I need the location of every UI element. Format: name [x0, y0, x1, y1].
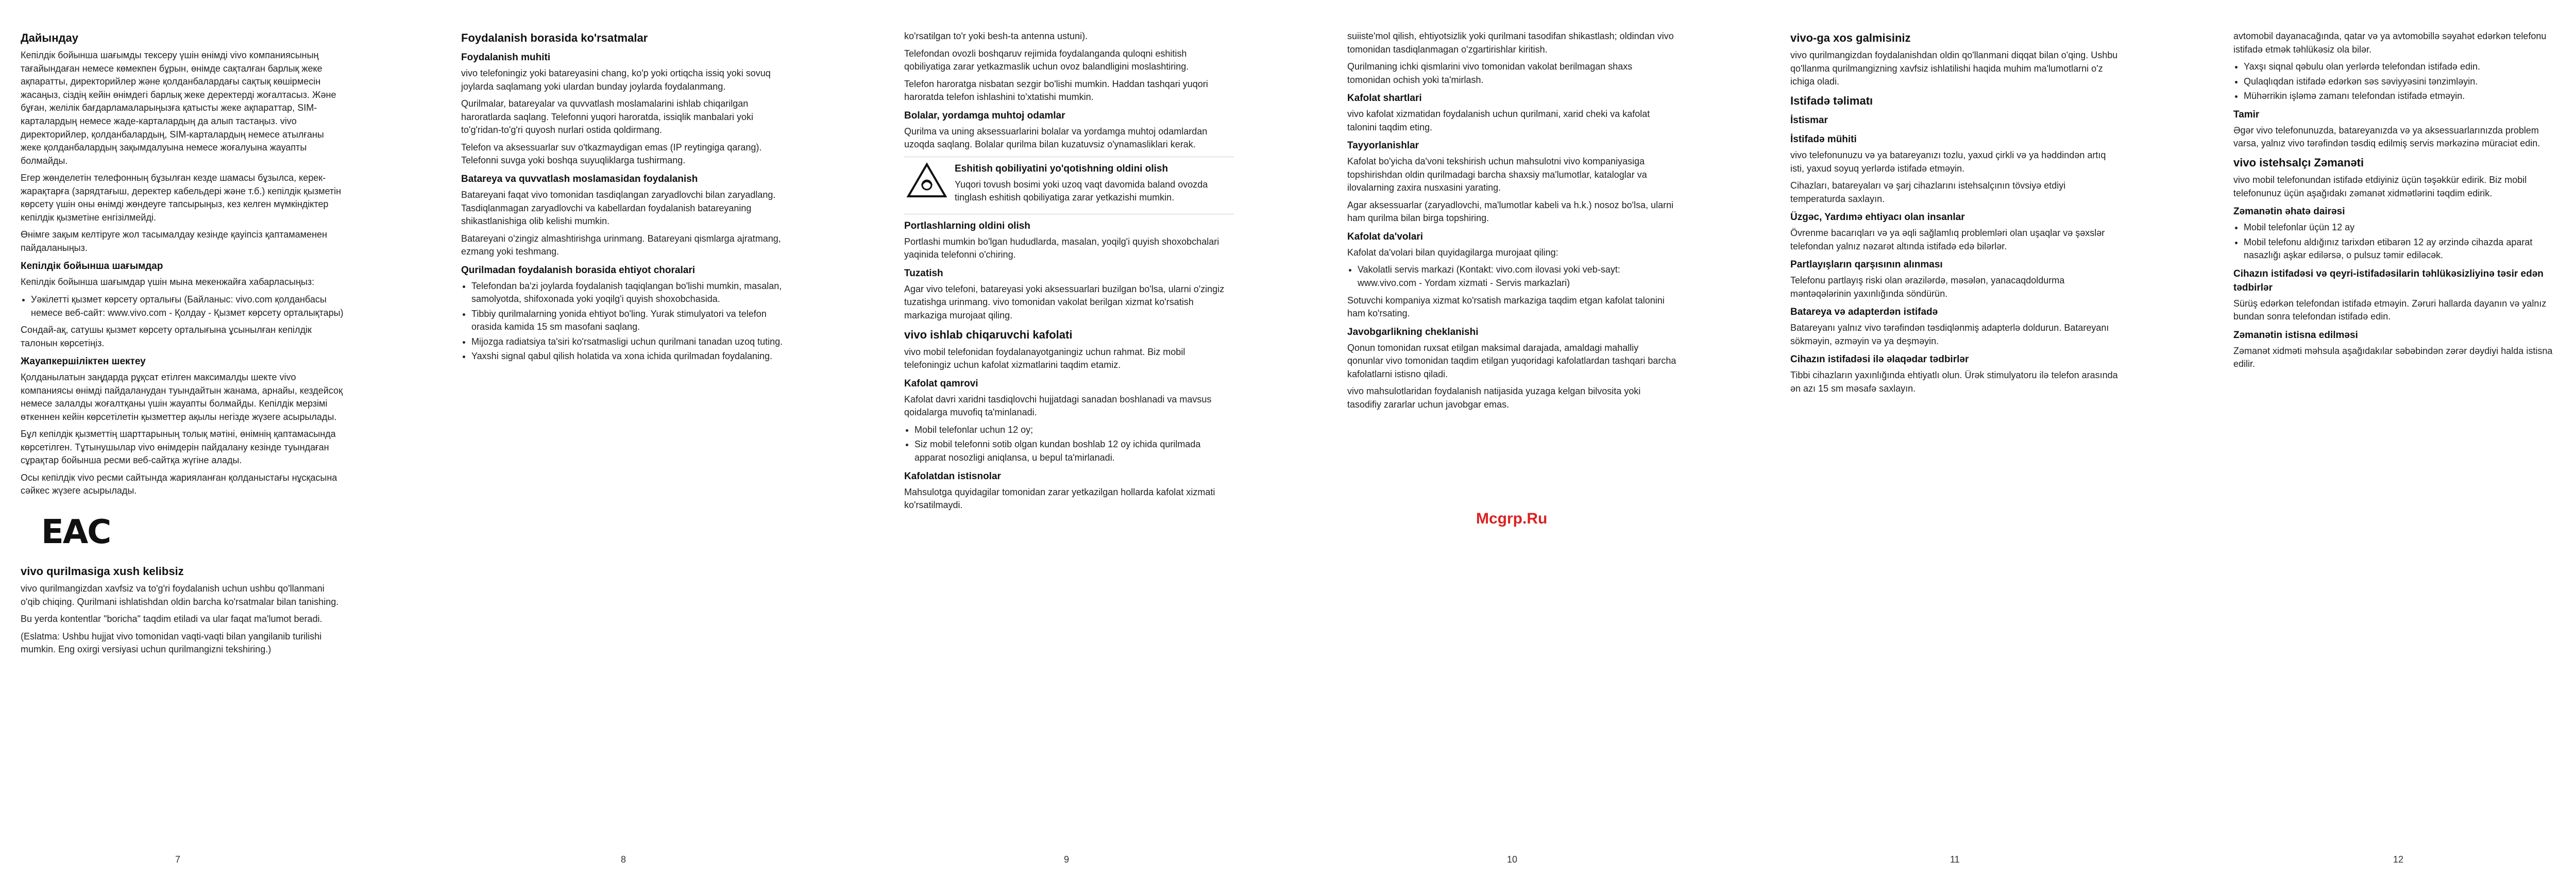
paragraph: Осы кепілдік vivo ресми сайтында жарияланған қолданыстағы нұсқасына сәйкес жүзеге асырылады. — [21, 472, 337, 496]
paragraph: Telefonu partlayış riski olan ərazilərdə, məsələn, yanacaqdoldurma məntəqələrinin yaxınlığında söndürün. — [1790, 275, 2065, 299]
section-heading: vivo ishlab chiqaruvchi kafolati — [904, 328, 1073, 341]
paragraph: Sotuvchi kompaniya xizmat ko'rsatish markaziga taqdim etgan kafolat talonini ham ko'rsating. — [1347, 295, 1665, 319]
paragraph: (Eslatma: Ushbu hujjat vivo tomonidan vaqti-vaqti bilan yangilanib turilishi mumkin. Eng oxirgi versiyasi uchun qurilmangizni tekshiring.) — [21, 631, 322, 655]
paragraph: Telefondan ovozli boshqaruv rejimida foydalanganda quloqni eshitish qobiliyatiga zarar yetkazmaslik uchun ovoz balandligini moslashtiring. — [904, 48, 1189, 72]
paragraph: Sürüş edərkən telefondan istifadə etməyin. Zəruri hallarda dayanın və yalnız bundan sonra telefondan istifadə edin. — [2233, 298, 2547, 322]
list-item: • Yaxshi signal qabul qilish holatida va xona ichida qurilmadan foydalaning. — [471, 350, 791, 363]
page-9 — [884, 0, 1255, 877]
bullet-list — [2233, 60, 2563, 103]
list-item: • Vakolatli servis markazi (Kontakt: vivo.com ilovasi yoki veb-sayt: www.vivo.com - Yordam xizmati - Servis markazlari) — [1358, 263, 1677, 290]
paragraph: Telefon va aksessuarlar suv o'tkazmaydigan emas (IP reytingiga qarang). Telefonni suvga yoki boshqa suyuqliklarga tushirmang. — [461, 142, 762, 166]
paragraph: Zəmanət xidməti məhsula aşağıdakılar səbəbindən zərər dəydiyi halda istisna edilir. — [2233, 345, 2553, 369]
section-heading: İstifadə mühiti — [1790, 134, 1857, 145]
paragraph: vivo qurilmangizdan xavfsiz va to'g'ri foydalanish uchun ushbu qo'llanmani o'qib chiqing. Qurilmani ishlatishdan oldin barcha ko'rsatmalar bilan tanishing. — [21, 583, 339, 607]
section-heading: vivo istehsalçı Zəmanəti — [2233, 156, 2364, 169]
list-item: • Telefondan ba'zi joylarda foydalanish taqiqlangan bo'lishi mumkin, masalan, samolyotda, shifoxonada yoki yoqilg'i quyish shoxobchasida. — [471, 280, 791, 306]
paragraph: Qurilmalar, batareyalar va quvvatlash moslamalarini ishlab chiqarilgan haroratlarda saqlang. Telefonni yuqori haroratda, issiqlik manbalari yoki to'g'ridan-to'g'ri quyosh nurlari ostida qoldirmang. — [461, 98, 753, 136]
list-item: • Qulaqlıqdan istifadə edərkən səs səviyyəsini tənzimləyin. — [2244, 75, 2563, 89]
section-heading: Qurilmadan foydalanish borasida ehtiyot choralari — [461, 264, 695, 276]
list-item: • Уәкілетті қызмет көрсету орталығы (Байланыс: vivo.com қолданбасы немесе веб-сайт: www.vivo.com - Қолдау - Қызмет көрсету орталықтары) — [31, 293, 345, 319]
section-heading: Кепілдік бойынша шағымдар — [21, 261, 163, 272]
section-heading: Portlashlarning oldini olish — [904, 220, 1030, 231]
paragraph: Qurilma va uning aksessuarlarini bolalar va yordamga muhtoj odamlardan uzoqda saqlang. Bolalar qurilma bilan kuzatuvsiz o'ynamasliklari kerak. — [904, 126, 1208, 150]
page-number: 8 — [621, 854, 626, 865]
section-heading: İstismar — [1790, 115, 1828, 126]
paragraph: Сондай-ақ, сатушы қызмет көрсету орталығына ұсынылған кепілдік талонын көрсетіңіз. — [21, 325, 312, 348]
section-heading: Foydalanish borasida ko'rsatmalar — [461, 31, 648, 44]
list-item: • Mijozga radiatsiya ta'siri ko'rsatmasligi uchun qurilmani tanadan uzoq tuting. — [471, 335, 791, 349]
paragraph: vivo mobil telefonidan foydalanayotganingiz uchun rahmat. Biz mobil telefoningiz uchun kafolat xizmatlarini taqdim etamiz. — [904, 346, 1185, 370]
paragraph: Kafolat davri xaridni tasdiqlovchi hujjatdagi sanadan boshlanadi va mavsus qoidalarga muvofiq ta'minlanadi. — [904, 394, 1212, 418]
section-heading: Partlayışların qarşısının alınması — [1790, 259, 1943, 271]
page-12 — [2213, 0, 2576, 877]
section-heading: Cihazın istifadəsi ilə əlaqədar tədbirlər — [1790, 354, 1969, 365]
paragraph: Əgər vivo telefonunuzda, batareyanızda və ya aksessuarlarınızda problem varsa, yalnız vivo tərəfindən təsdiq edilmiş servis mərkəzinə müraciət edin. — [2233, 125, 2540, 149]
section-heading: Kafolat qamrovi — [904, 378, 978, 389]
bullet-list — [21, 293, 345, 319]
paragraph: vivo mobil telefonundan istifadə etdiyiniz üçün təşəkkür edirik. Biz mobil telefonunuz üçün aşağıdakı zəmanət xidmətlərini təqdim edirik. — [2233, 175, 2527, 198]
watermark-text: Mcgrp.Ru — [1476, 510, 1548, 527]
hearing-warning-box — [904, 157, 1234, 214]
paragraph: avtomobil dayanacağında, qatar və ya avtomobillə səyahət edərkən telefonu istifadə etmək təhlükəsiz ola bilər. — [2233, 31, 2547, 55]
paragraph: Portlashi mumkin bo'lgan hududlarda, masalan, yoqilg'i quyish shoxobchalari yaqinida telefonni o'chiring. — [904, 236, 1219, 260]
paragraph: Qurilmaning ichki qismlarini vivo tomonidan vakolat berilmagan shaxs tomonidan ochish yoki ta'mirlash. — [1347, 61, 1633, 85]
paragraph: ko'rsatilgan to'r yoki besh-ta antenna ustuni). — [904, 31, 1088, 41]
warning-triangle-icon — [906, 162, 947, 209]
list-item: • Mühərrikin işləmə zamanı telefondan istifadə etməyin. — [2244, 90, 2563, 103]
paragraph: Kafolat bo'yicha da'voni tekshirish uchun mahsulotni vivo kompaniyasiga topshirishdan oldin qurilmadagi barcha shaxsiy ma'lumotlar, kataloglar va ilovalarning zaxira nusxasini yarating. — [1347, 156, 1647, 193]
page-11 — [1770, 0, 2141, 877]
paragraph: Bu yerda kontentlar "boricha" taqdim etiladi va ular faqat ma'lumot beradi. — [21, 614, 323, 625]
bullet-list — [461, 280, 791, 363]
paragraph: vivo mahsulotlaridan foydalanish natijasida yuzaga kelgan bilvosita yoki tasodifiy zararlar uchun javobgar emas. — [1347, 386, 1641, 410]
section-heading: Javobgarlikning cheklanishi — [1347, 326, 1479, 338]
page-number: 11 — [1950, 854, 1960, 865]
bullet-list — [1347, 263, 1677, 290]
warning-text: Yuqori tovush bosimi yoki uzoq vaqt davomida baland ovozda tinglash eshitish qobiliyatiga zarar yetkazishi mumkin. — [955, 179, 1208, 203]
list-item: • Yaxşı siqnal qəbulu olan yerlərdə telefondan istifadə edin. — [2244, 60, 2563, 74]
paragraph: Қолданылатын заңдарда рұқсат етілген максималды шекте vivo компаниясы өнімді пайдаланудан туындайтын жанама, арнайы, кездейсоқ немесе залалды жоғалтқаны үшін жауапты болмайды. Кепілдік мерзімі өткеннен кейін көрсетілетін қызметтер ақылы негізде жүзеге асырылады. — [21, 372, 343, 422]
paragraph: Егер жөнделетін телефонның бұзылған кезде шамасы бұзылса, керек-жарақтарға (зарядтағыш, деректер кабельдері және т.б.) кепілдік қызметін көрсету үшін оны өнімді жөндеуге тапсырыңыз, кез келген мүмкіндіктер кепілдік қызметіне енгізілмейді. — [21, 173, 342, 223]
section-heading: Tamir — [2233, 109, 2260, 120]
paragraph: vivo telefonunuzu və ya batareyanızı tozlu, yaxud çirkli və ya həddindən artıq isti, yaxud soyuq yerlərdə istifadə etməyin. — [1790, 150, 2106, 174]
page-number: 12 — [2393, 854, 2404, 865]
section-heading: Дайындау — [21, 31, 78, 44]
page-number: 7 — [175, 854, 181, 865]
paragraph: Кепілдік бойынша шағымдар үшін мына мекенжайға хабарласыңыз: — [21, 277, 315, 288]
paragraph: Agar vivo telefoni, batareyasi yoki aksessuarlari buzilgan bo'lsa, ularni o'zingiz tuzatishga urinmang. vivo tomonidan vakolat berilgan xizmat ko'rsatish markaziga murojaat qiling. — [904, 283, 1225, 321]
paragraph: Kafolat da'volari bilan quyidagilarga murojaat qiling: — [1347, 247, 1558, 258]
paragraph: vivo kafolat xizmatidan foydalanish uchun qurilmani, xarid cheki va kafolat talonini taqdim eting. — [1347, 109, 1650, 132]
paragraph: vivo qurilmangizdan foydalanishdan oldin qo'llanmani diqqat bilan o'qing. Ushbu qo'llanma qurilmangizning xavfsiz ishlatilishi haqida muhim ma'lumotlarni o'z ichiga oladi. — [1790, 50, 2118, 87]
section-heading: Foydalanish muhiti — [461, 52, 551, 63]
section-heading: Жауапкершіліктен шектеу — [21, 356, 146, 367]
eac-mark: EAC — [41, 513, 111, 552]
list-item: • Mobil telefonu aldığınız tarixdən etibarən 12 ay ərzində cihazda aparat nasazlığı aşkar edilərsə, o pulsuz təmir ediləcək. — [2244, 236, 2563, 262]
bullet-list — [904, 424, 1234, 465]
paragraph: Övrenme bacarıqları və ya əqli sağlamlıq problemləri olan uşaqlar və şəxslər telefondan yalnız nəzarət altında istifadə edə bilərlər. — [1790, 228, 2105, 251]
section-heading: Cihazın istifadəsi və qeyri-istifadəsilarin təhlükəsizliyinə təsir edən tədbirlər — [2233, 268, 2544, 293]
paragraph: Бұл кепілдік қызметтің шарттарының толық мәтіні, өнімнің қаптамасында көрсетілген. Тұтынушылар vivo өнімдерін пайдалану кезінде туындаған сұрақтар бойынша ресми веб-сайтқа жүгіне алады. — [21, 429, 336, 466]
warning-title: Eshitish qobiliyatini yo'qotishning oldini olish — [955, 163, 1168, 174]
paragraph: Tibbi cihazların yaxınlığında ehtiyatlı olun. Ürək stimulyatoru ilə telefon arasında ən azı 15 sm məsafə saxlayın. — [1790, 370, 2118, 394]
section-heading: vivo-ga xos galmisiniz — [1790, 31, 1911, 44]
paragraph: Batareyani o'zingiz almashtirishga urinmang. Batareyani qismlarga ajratmang, ezmang yoki teshmang. — [461, 233, 781, 257]
page-10 — [1327, 0, 1698, 877]
list-item: • Mobil telefonlar üçün 12 ay — [2244, 221, 2563, 234]
list-item: • Siz mobil telefonni sotib olgan kundan boshlab 12 oy ichida qurilmada apparat nosozligi aniqlansa, u bepul ta'mirlanadi. — [914, 438, 1234, 464]
section-heading: Bolalar, yordamga muhtoj odamlar — [904, 110, 1065, 121]
paragraph: Batareyani faqat vivo tomonidan tasdiqlangan zaryadlovchi bilan zaryadlang. Tasdiqlanmagan zaryadlovchi va kabellardan foydalanish batareyaning shikastlanishiga olib kelishi mumkin. — [461, 190, 776, 227]
paragraph: Cihazları, batareyaları və şarj cihazlarını istehsalçının tövsiyə etdiyi temperaturda saxlayın. — [1790, 180, 2066, 204]
section-heading: Batareya va quvvatlash moslamasidan foydalanish — [461, 174, 698, 185]
paragraph: Өнімге зақым келтіруге жол тасымалдау кезінде қауіпсіз қаптамаменен пайдаланыңыз. — [21, 229, 327, 253]
page-number: 10 — [1507, 854, 1518, 865]
section-heading: Tayyorlanishlar — [1347, 140, 1419, 151]
paragraph: Qonun tomonidan ruxsat etilgan maksimal darajada, amaldagi mahalliy qonunlar vivo tomonidan taqdim etilgan yuqoridagi kafolatlardan tashqari barcha kafolatlarni istisno qiladi. — [1347, 342, 1676, 379]
section-heading: Kafolatdan istisnolar — [904, 470, 1001, 482]
list-item: • Mobil telefonlar uchun 12 oy; — [914, 424, 1234, 437]
section-heading: Istifadə təlimatı — [1790, 94, 1873, 107]
page-number: 9 — [1064, 854, 1070, 865]
section-heading: Kafolat da'volari — [1347, 231, 1423, 242]
section-heading: Üzgəc, Yardımə ehtiyacı olan insanlar — [1790, 212, 1965, 223]
paragraph: Batareyanı yalnız vivo tərəfindən təsdiqlənmiş adapterlə doldurun. Batareyanı sökməyin, əzməyin və ya deşməyin. — [1790, 323, 2109, 346]
paragraph: Telefon haroratga nisbatan sezgir bo'lishi mumkin. Haddan tashqari yuqori haroratda telefon ishlashini to'xtatishi mumkin. — [904, 78, 1208, 103]
section-heading: Batareya və adapterdən istifadə — [1790, 307, 1938, 318]
section-heading: Zəmanətin əhatə dairəsi — [2233, 206, 2345, 217]
page-8 — [440, 0, 811, 877]
paragraph: Кепілдік бойынша шағымды тексеру үшін өнімді vivo компаниясының тағайындаған немесе көмекпен бұрын, өнімде сақталған барлық жеке ақпаратты, директорийлер және қолданбалардағы сақтық көшірмесін жасаңыз, сіздің кейін өнімдегі барлық жеке деректерді жоғалтасыз. Және бұған, желілік бағдарламаларыңызға қатысты жеке ақпараттар, SIM-карталардың немесе жаде-карталардың да алып тастаңыз. vivo директорийлер, қолданбалардың, SIM-карталардың немесе атылғаны жеке қолданбалардың зақымдалуына немесе жоғалуына жауапты болмайды. — [21, 50, 336, 166]
list-item: • Tibbiy qurilmalarning yonida ehtiyot bo'ling. Yurak stimulyatori va telefon orasida kamida 15 sm masofani saqlang. — [471, 308, 791, 334]
paragraph: suiiste'mol qilish, ehtiyotsizlik yoki qurilmani tasodifan shikastlash; oldindan vivo tomonidan tasdiqlanmagan o'zgartirishlar kiritish. — [1347, 31, 1674, 55]
section-heading: Kafolat shartlari — [1347, 93, 1422, 104]
paragraph: vivo telefoningiz yoki batareyasini chang, ko'p yoki ortiqcha issiq yoki sovuq joylarda saqlamang yoki ulardan bunday joylarda foydalanmang. — [461, 68, 771, 92]
bullet-list — [2233, 221, 2563, 262]
section-heading: Tuzatish — [904, 267, 943, 279]
page-7 — [0, 0, 366, 877]
paragraph: Mahsulotga quyidagilar tomonidan zarar yetkazilgan hollarda kafolat xizmati ko'rsatilmaydi. — [904, 486, 1215, 511]
section-heading: Zəmanətin istisna edilməsi — [2233, 329, 2358, 341]
section-heading: vivo qurilmasiga xush kelibsiz — [21, 564, 184, 578]
paragraph: Agar aksessuarlar (zaryadlovchi, ma'lumotlar kabeli va h.k.) nosoz bo'lsa, ularni ham qurilma bilan birga topshiring. — [1347, 199, 1674, 224]
